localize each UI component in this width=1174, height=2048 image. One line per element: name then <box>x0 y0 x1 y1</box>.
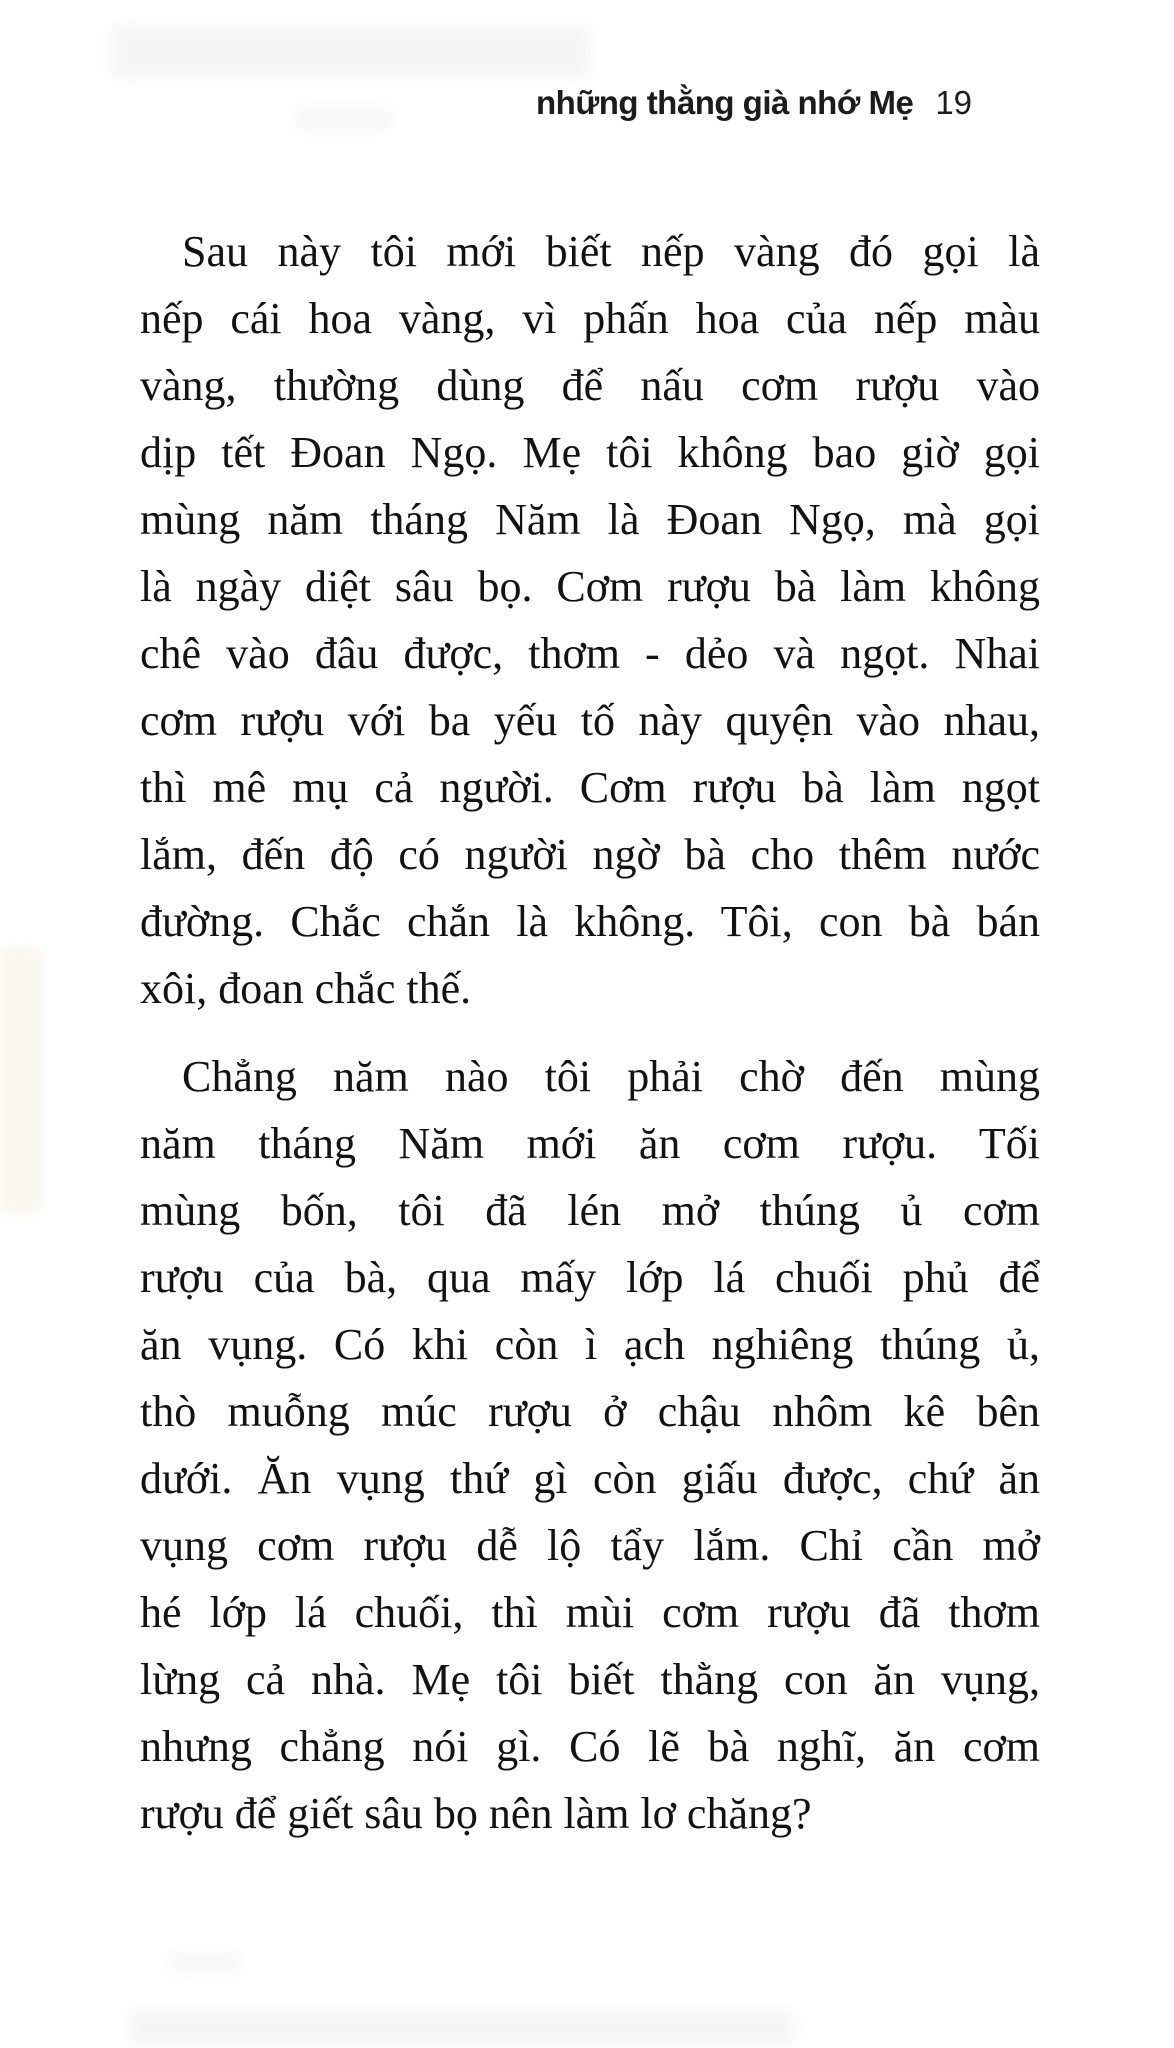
scan-artifact-left-edge <box>0 948 42 1213</box>
text-line: rượu để giết sâu bọ nên làm lơ chăng? <box>140 1789 812 1838</box>
text-line: dưới. Ăn vụng thứ gì còn giấu được, chứ ăn <box>140 1454 1040 1503</box>
text-line: thò muỗng múc rượu ở chậu nhôm kê bên <box>140 1387 1040 1436</box>
text-line: Sau này tôi mới biết nếp vàng đó gọi là <box>182 227 1040 276</box>
text-line: dịp tết Đoan Ngọ. Mẹ tôi không bao giờ gọi <box>140 428 1040 477</box>
scan-artifact-bottom <box>132 2012 792 2046</box>
text-line: vụng cơm rượu dễ lộ tẩy lắm. Chỉ cần mở <box>140 1521 1040 1570</box>
text-line: chê vào đâu được, thơm - dẻo và ngọt. Nhai <box>140 629 1040 678</box>
text-line: mùng năm tháng Năm là Đoan Ngọ, mà gọi <box>140 495 1040 544</box>
text-line: năm tháng Năm mới ăn cơm rượu. Tối <box>140 1119 1040 1168</box>
text-line: thì mê mụ cả người. Cơm rượu bà làm ngọt <box>140 763 1040 812</box>
text-line: rượu của bà, qua mấy lớp lá chuối phủ để <box>140 1253 1040 1302</box>
text-block <box>140 218 1040 1847</box>
text-line: cơm rượu với ba yếu tố này quyện vào nhau, <box>140 696 1040 745</box>
text-line: nhưng chẳng nói gì. Có lẽ bà nghĩ, ăn cơm <box>140 1722 1040 1771</box>
text-line: vàng, thường dùng để nấu cơm rượu vào <box>140 361 1040 410</box>
page-number: 19 <box>935 84 973 121</box>
running-header <box>536 84 972 122</box>
text-line: là ngày diệt sâu bọ. Cơm rượu bà làm không <box>140 562 1040 611</box>
text-line: mùng bốn, tôi đã lén mở thúng ủ cơm <box>140 1186 1040 1235</box>
paragraph-2 <box>140 1043 1040 1847</box>
text-line: ăn vụng. Có khi còn ì ạch nghiêng thúng ủ, <box>140 1320 1040 1369</box>
text-line: hé lớp lá chuối, thì mùi cơm rượu đã thơm <box>140 1588 1040 1637</box>
header-title: những thằng già nhớ Mẹ <box>536 84 914 121</box>
scan-artifact-bottom-small <box>170 1952 240 1972</box>
text-line: đường. Chắc chắn là không. Tôi, con bà bán <box>140 897 1040 946</box>
scan-artifact-top-small <box>295 108 390 130</box>
text-line: nếp cái hoa vàng, vì phấn hoa của nếp màu <box>140 294 1040 343</box>
scan-artifact-top <box>112 26 587 78</box>
text-line: Chẳng năm nào tôi phải chờ đến mùng <box>182 1052 1040 1101</box>
paragraph-1 <box>140 218 1040 1022</box>
text-line: lừng cả nhà. Mẹ tôi biết thằng con ăn vụng, <box>140 1655 1040 1704</box>
text-line: lắm, đến độ có người ngờ bà cho thêm nước <box>140 830 1040 879</box>
text-line: xôi, đoan chắc thế. <box>140 964 472 1013</box>
